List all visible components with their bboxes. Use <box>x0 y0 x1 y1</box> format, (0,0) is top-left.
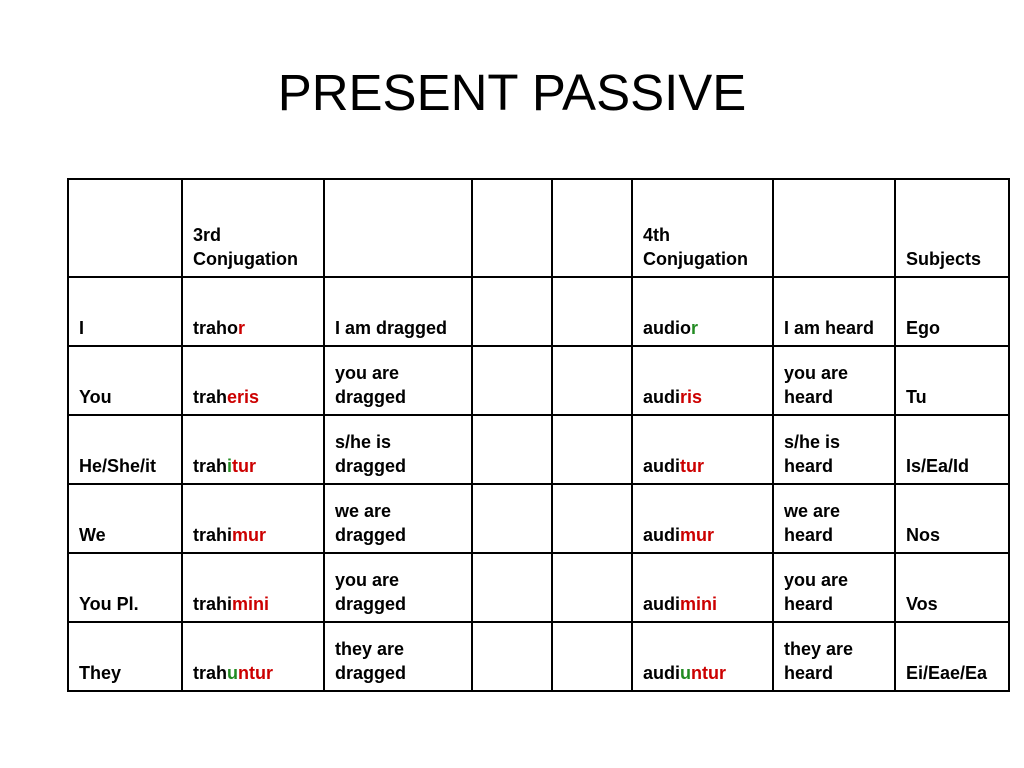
verb-ending: ntur <box>691 663 727 683</box>
verb-stem: audi <box>643 525 681 545</box>
empty-cell <box>472 553 552 622</box>
verb-stem: trah <box>193 456 228 476</box>
person-label: I <box>68 277 182 346</box>
person-label: You <box>68 346 182 415</box>
third-conjugation-form <box>182 622 324 691</box>
person-label: He/She/it <box>68 415 182 484</box>
verb-ending: mini <box>680 594 718 614</box>
verb-stem: trahi <box>193 525 233 545</box>
verb-ending: u <box>680 663 692 683</box>
third-conjugation-form <box>182 346 324 415</box>
conjugation-row <box>68 346 1009 415</box>
third-conjugation-meaning: we are dragged <box>324 484 472 553</box>
empty-cell <box>552 553 632 622</box>
empty-cell <box>552 277 632 346</box>
latin-subject-pronoun: Is/Ea/Id <box>895 415 1009 484</box>
person-label: They <box>68 622 182 691</box>
fourth-conjugation-form <box>632 553 773 622</box>
verb-stem: trah <box>193 663 228 683</box>
verb-ending: mur <box>232 525 267 545</box>
conjugation-row <box>68 277 1009 346</box>
verb-ending: r <box>238 318 246 338</box>
empty-cell <box>552 346 632 415</box>
third-conjugation-form <box>182 553 324 622</box>
third-conjugation-form <box>182 484 324 553</box>
verb-ending: u <box>227 663 239 683</box>
header-3rd-conjugation: 3rd Conjugation <box>182 179 324 277</box>
empty-cell <box>472 277 552 346</box>
empty-cell <box>472 622 552 691</box>
fourth-conjugation-form <box>632 346 773 415</box>
verb-stem: audi <box>643 387 681 407</box>
header-4th-conjugation: 4th Conjugation <box>632 179 773 277</box>
header-blank-cell <box>552 179 632 277</box>
fourth-conjugation-form <box>632 622 773 691</box>
empty-cell <box>552 622 632 691</box>
person-label: We <box>68 484 182 553</box>
verb-ending: ntur <box>238 663 274 683</box>
third-conjugation-form <box>182 415 324 484</box>
fourth-conjugation-form <box>632 277 773 346</box>
fourth-conjugation-meaning: I am heard <box>773 277 895 346</box>
header-blank-cell <box>773 179 895 277</box>
verb-ending: mini <box>232 594 270 614</box>
empty-cell <box>472 484 552 553</box>
verb-ending: r <box>691 318 699 338</box>
fourth-conjugation-meaning: we are heard <box>773 484 895 553</box>
latin-subject-pronoun: Tu <box>895 346 1009 415</box>
fourth-conjugation-meaning: you are heard <box>773 553 895 622</box>
verb-stem: audio <box>643 318 691 338</box>
fourth-conjugation-form <box>632 484 773 553</box>
third-conjugation-meaning: I am dragged <box>324 277 472 346</box>
empty-cell <box>472 346 552 415</box>
conjugation-row <box>68 484 1009 553</box>
verb-stem: audi <box>643 594 681 614</box>
header-blank-cell <box>324 179 472 277</box>
third-conjugation-meaning: you are dragged <box>324 553 472 622</box>
header-row <box>68 179 1009 277</box>
third-conjugation-meaning: they are dragged <box>324 622 472 691</box>
conjugation-row <box>68 553 1009 622</box>
verb-stem: trah <box>193 387 228 407</box>
latin-subject-pronoun: Nos <box>895 484 1009 553</box>
latin-subject-pronoun: Ei/Eae/Ea <box>895 622 1009 691</box>
verb-stem: traho <box>193 318 238 338</box>
header-blank-cell <box>472 179 552 277</box>
verb-ending: tur <box>232 456 257 476</box>
verb-ending: mur <box>680 525 715 545</box>
verb-stem: audi <box>643 456 681 476</box>
third-conjugation-meaning: you are dragged <box>324 346 472 415</box>
verb-ending: ris <box>680 387 703 407</box>
verb-ending: tur <box>680 456 705 476</box>
verb-stem: audi <box>643 663 681 683</box>
latin-subject-pronoun: Vos <box>895 553 1009 622</box>
conjugation-row <box>68 415 1009 484</box>
slide-title: PRESENT PASSIVE <box>277 64 747 121</box>
verb-ending: i <box>227 456 233 476</box>
empty-cell <box>552 484 632 553</box>
fourth-conjugation-meaning: they are heard <box>773 622 895 691</box>
fourth-conjugation-meaning: you are heard <box>773 346 895 415</box>
fourth-conjugation-meaning: s/he is heard <box>773 415 895 484</box>
third-conjugation-meaning: s/he is dragged <box>324 415 472 484</box>
header-person-cell <box>68 179 182 277</box>
empty-cell <box>552 415 632 484</box>
fourth-conjugation-form <box>632 415 773 484</box>
latin-subject-pronoun: Ego <box>895 277 1009 346</box>
empty-cell <box>472 415 552 484</box>
verb-ending: eris <box>227 387 260 407</box>
header-subjects: Subjects <box>895 179 1009 277</box>
person-label: You Pl. <box>68 553 182 622</box>
third-conjugation-form <box>182 277 324 346</box>
conjugation-table <box>67 178 1010 692</box>
conjugation-row <box>68 622 1009 691</box>
verb-stem: trahi <box>193 594 233 614</box>
